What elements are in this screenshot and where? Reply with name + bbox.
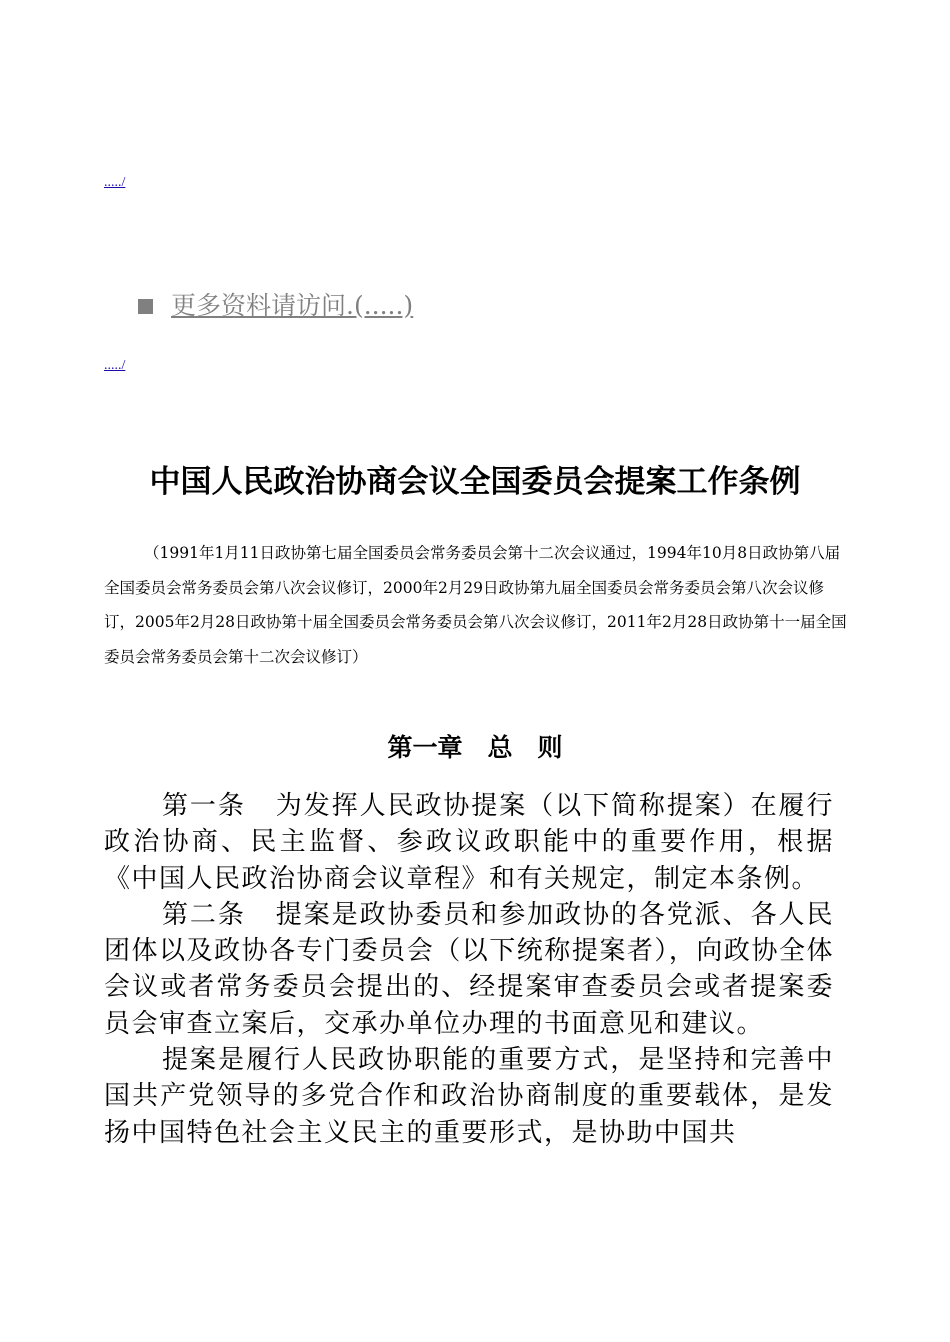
document-body — [104, 788, 834, 1151]
article-paragraph — [104, 897, 834, 1042]
article-paragraph — [104, 788, 834, 897]
link-top[interactable]: ...../ — [104, 175, 126, 190]
more-info-link[interactable]: 更多资料请访问.(.....) — [171, 291, 414, 320]
article-text: 提案是政协委员和参加政协的各党派、各人民团体以及政协各专门委员会（以下统称提案者），向政协全体会议或者常务委员会提出的、经提案审查委员会或者提案委员会审查立案后，交承办单位办理的书面意见和建议。 — [104, 899, 834, 1039]
article-text: 为发挥人民政协提案（以下简称提案）在履行政治协商、民主监督、参政议政职能中的重要作用，根据《中国人民政治协商会议章程》和有关规定，制定本条例。 — [104, 791, 834, 894]
square-bullet-icon — [138, 299, 153, 314]
link-mid[interactable]: ...../ — [104, 358, 126, 373]
document-title: 中国人民政治协商会议全国委员会提案工作条例 — [149, 464, 801, 500]
body-paragraph: 提案是履行人民政协职能的重要方式，是坚持和完善中国共产党领导的多党合作和政治协商制度的重要载体，是发扬中国特色社会主义民主的重要形式，是协助中国共 — [104, 1045, 834, 1148]
chapter-title: 第一章 总 则 — [387, 733, 563, 762]
revision-history: （1991年1月11日政协第七届全国委员会常务委员会第十二次会议通过，1994年10月8日政协第八届全国委员会常务委员会第八次会议修订，2000年2月29日政协第九届全国委员会常务委员会第八次会议修订，2005年2月28日政协第十届全国委员会常务委员会第八次会议修订，2011年2月28日政协第十一届全国委员会常务委员会第十二次会议修订） — [104, 544, 847, 666]
more-info-row — [138, 286, 413, 326]
article-number: 第一条 — [162, 791, 246, 821]
article-number: 第二条 — [162, 899, 246, 930]
